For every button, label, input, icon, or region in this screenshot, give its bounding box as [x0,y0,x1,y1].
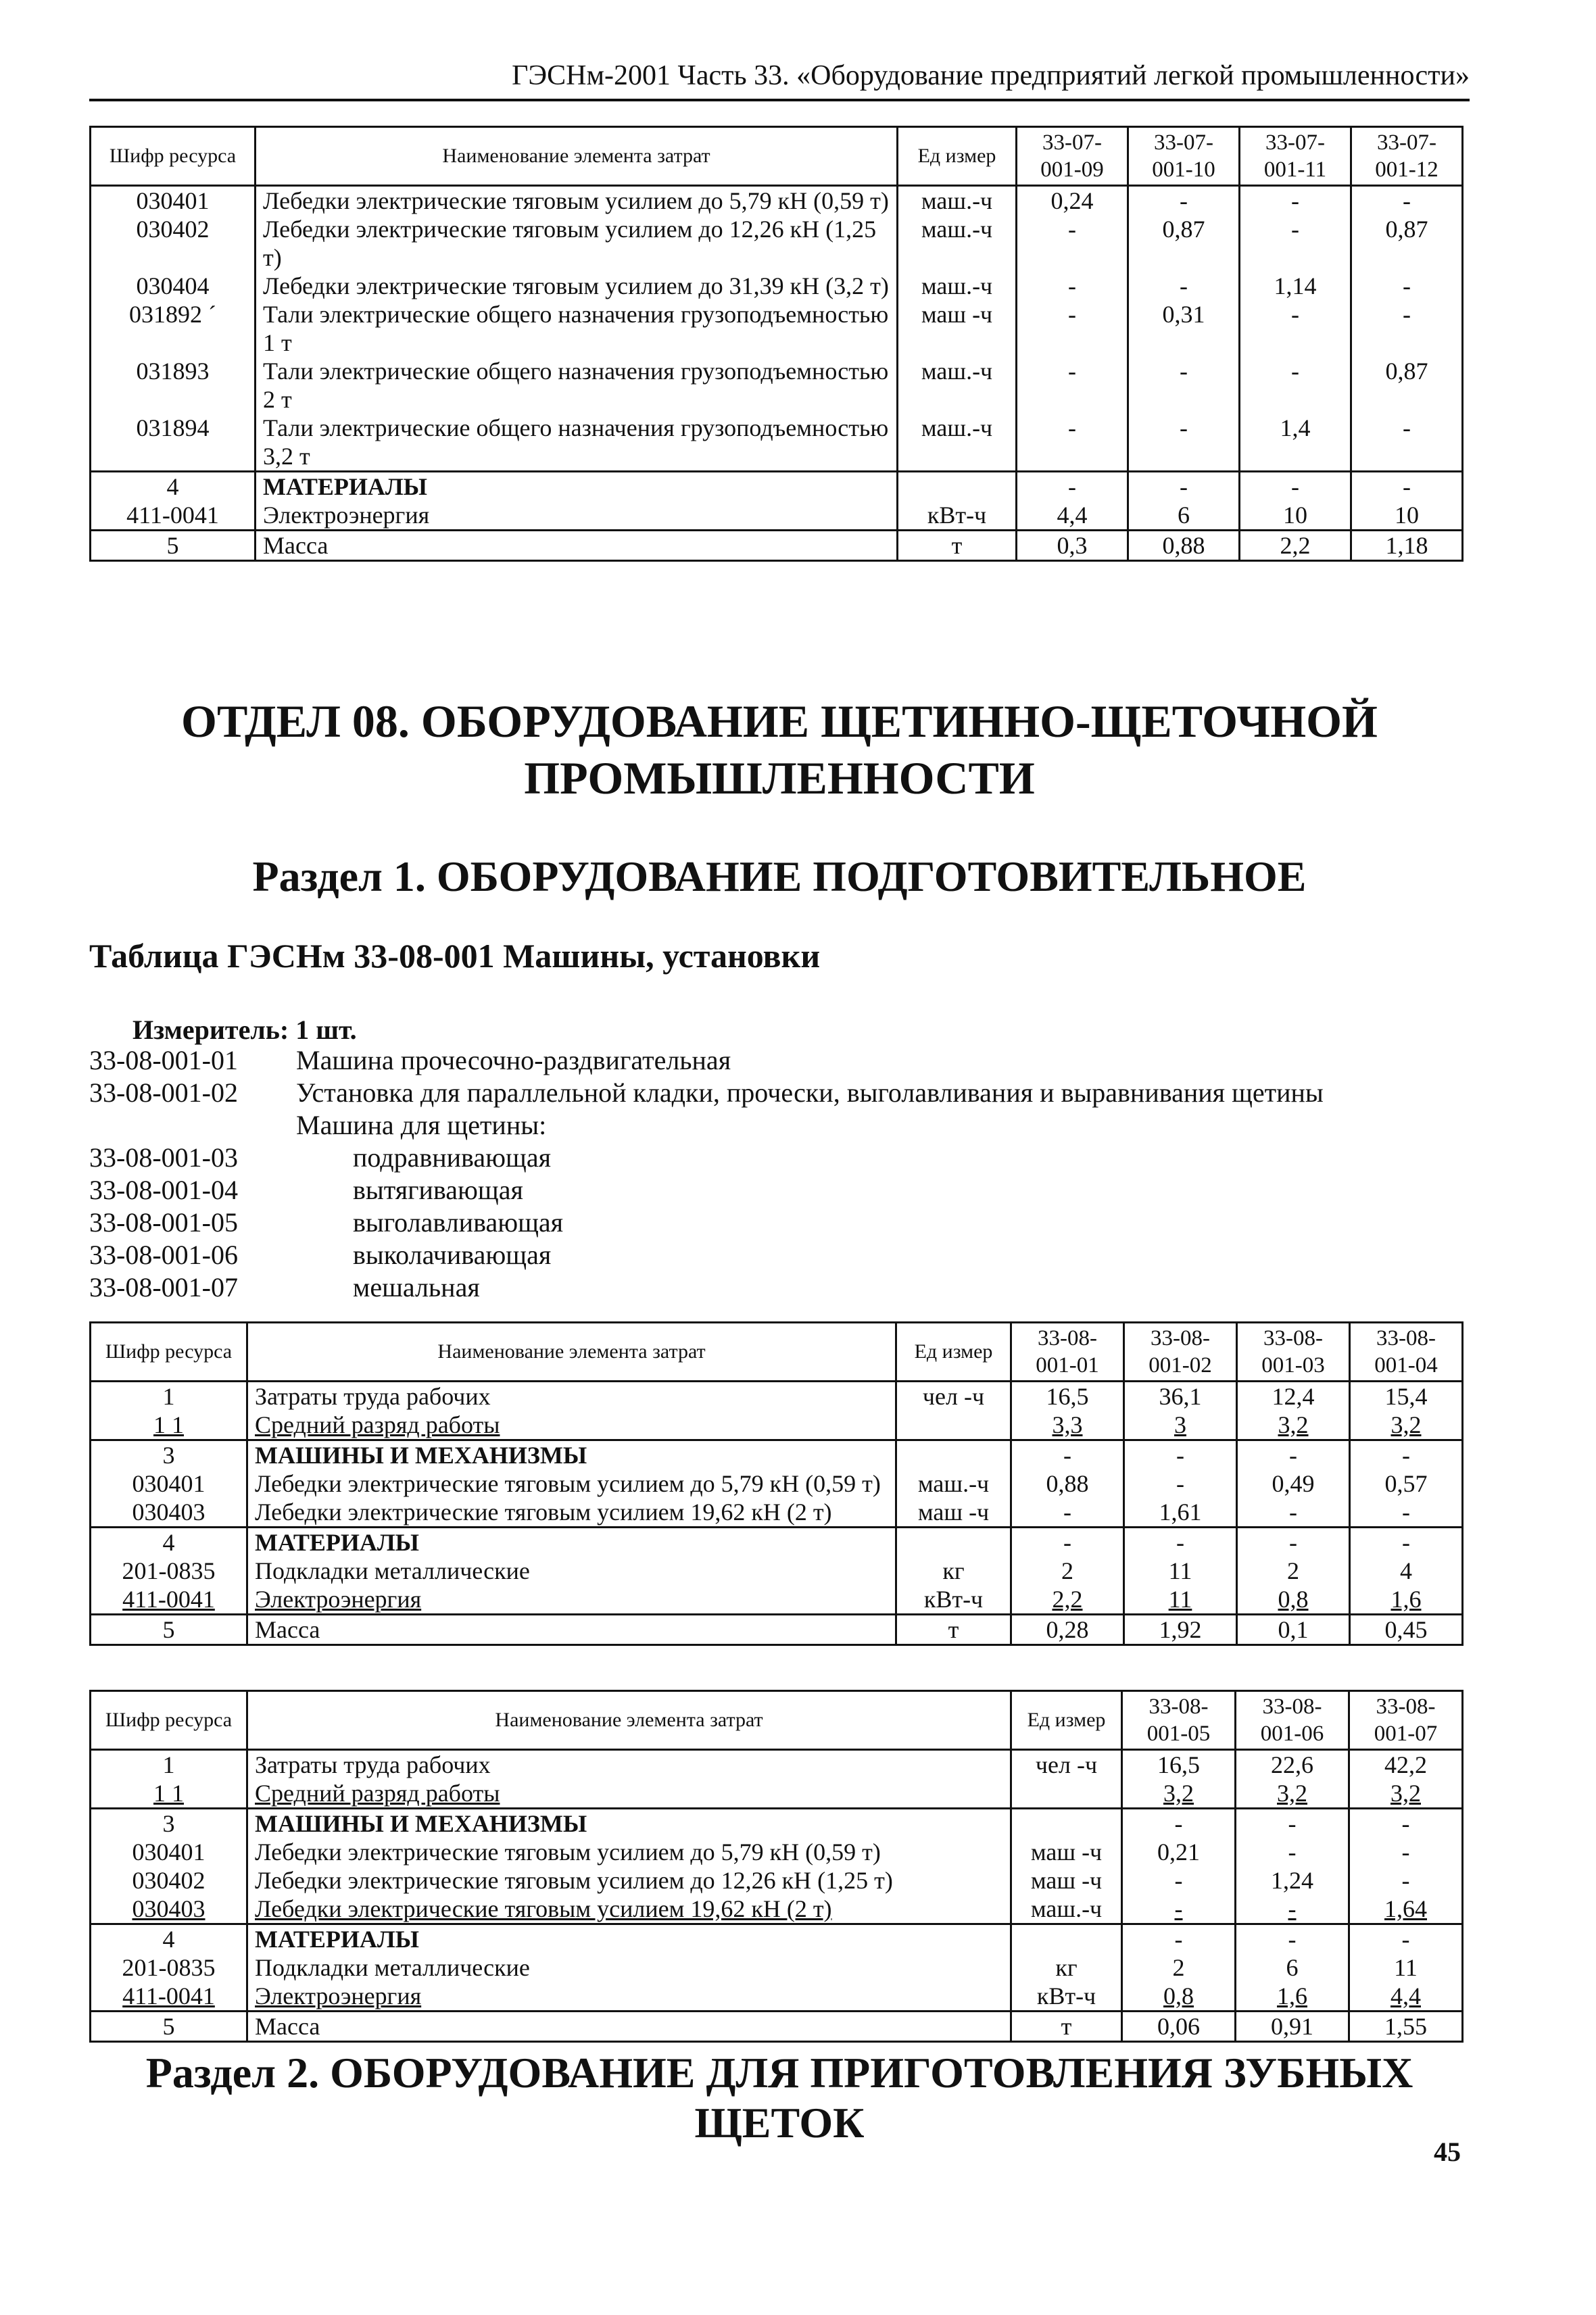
norm-value-cell: 15,4 [1350,1382,1463,1411]
col-header-name: Наименование элемента затрат [247,1323,896,1382]
cost-element-name-cell: Лебедки электрические тяговым усилием до 5,79 кН (0,59 т) [247,1838,1011,1866]
section-heading-otdel: ОТДЕЛ 08. ОБОРУДОВАНИЕ ЩЕТИННО-ЩЕТОЧНОЙ ПРОМЫШЛЕННОСТИ [181,696,1378,804]
norm-value-cell: - [1128,414,1240,472]
norm-value-cell: - [1240,215,1351,272]
norm-value-cell: 3,3 [1011,1411,1124,1440]
table-row [91,1469,1463,1498]
cost-element-name-cell: Масса [256,531,898,561]
table-row [91,1411,1463,1440]
norm-value-cell: - [1236,1838,1349,1866]
norm-value-cell: 42,2 [1349,1750,1463,1780]
norm-value-cell: 3 [1124,1411,1237,1440]
resource-code-cell: 3 [91,1809,247,1838]
cost-element-name-cell: Электроэнергия [247,1585,896,1615]
measure-item-text: Машина для щетины: [296,1110,547,1140]
resource-code-cell: 030402 [91,215,256,272]
resource-code-cell: 030401 [91,186,256,216]
measure-item [89,1044,1324,1077]
norm-value-cell: - [1237,1440,1350,1470]
norm-value-cell: - [1349,1924,1463,1954]
norm-value-cell: 0,24 [1017,186,1128,216]
norm-value-cell: 0,87 [1128,215,1240,272]
norm-value-cell: - [1017,472,1128,502]
col-header-code: Шифр ресурса [91,1691,247,1750]
norm-value-cell: 0,3 [1017,531,1128,561]
unit-cell: т [1011,2012,1122,2042]
unit-cell [896,1528,1011,1557]
norm-value-cell: 0,8 [1237,1585,1350,1615]
unit-cell: т [896,1615,1011,1645]
norm-value-cell: - [1122,1924,1236,1954]
norm-value-cell: - [1011,1440,1124,1470]
resource-code-cell: 201-0835 [91,1557,247,1585]
norm-value-cell: 0,28 [1011,1615,1124,1645]
col-header-value: 33-07-001-11 [1240,127,1351,186]
resource-code-cell: 411-0041 [91,501,256,531]
measure-item-text: мешальная [353,1272,480,1302]
cost-element-name-cell: Затраты труда рабочих [247,1750,1011,1780]
resource-code-cell: 3 [91,1440,247,1470]
norm-value-cell: 0,06 [1122,2012,1236,2042]
norm-value-cell: 0,87 [1351,215,1463,272]
unit-cell: чел -ч [896,1382,1011,1411]
unit-cell: маш.-ч [898,186,1017,216]
norm-value-cell: - [1128,357,1240,414]
resource-code-cell: 4 [91,1528,247,1557]
resource-code-cell: 1 [91,1382,247,1411]
norm-value-cell: 1,4 [1240,414,1351,472]
measure-item [89,1077,1324,1109]
norm-value-cell: 4,4 [1017,501,1128,531]
cost-element-name-cell: Тали электрические общего назначения грузоподъемностью 3,2 т [256,414,898,472]
resource-code-cell: 411-0041 [91,1982,247,2012]
measure-item-code: 33-08-001-01 [89,1045,238,1075]
resource-code-cell: 5 [91,531,256,561]
cost-element-name-cell: Средний разряд работы [247,1779,1011,1809]
norm-value-cell: 1,18 [1351,531,1463,561]
col-header-value: 33-08-001-04 [1350,1323,1463,1382]
col-header-code: Шифр ресурса [91,1323,247,1382]
resource-code-cell: 4 [91,472,256,502]
norm-value-cell: - [1017,300,1128,357]
col-header-value: 33-07-001-10 [1128,127,1240,186]
norm-value-cell: 16,5 [1011,1382,1124,1411]
norm-value-cell: 11 [1349,1953,1463,1982]
table-heading: Таблица ГЭСНм 33-08-001 Машины, установки [89,937,821,975]
unit-cell [896,1411,1011,1440]
norm-value-cell: 1,6 [1236,1982,1349,2012]
norm-value-cell: 2 [1011,1557,1124,1585]
resource-code-cell: 030402 [91,1866,247,1895]
cost-element-name-cell: МАШИНЫ И МЕХАНИЗМЫ [247,1440,896,1470]
norm-value-cell: - [1351,414,1463,472]
col-header-value: 33-08-001-03 [1237,1323,1350,1382]
resource-code-cell: 1 1 [91,1411,247,1440]
norm-value-cell: - [1124,1469,1237,1498]
unit-cell: кВт-ч [898,501,1017,531]
norm-value-cell: 0,8 [1122,1982,1236,2012]
measure-item [89,1239,1324,1271]
resource-code-cell: 1 1 [91,1779,247,1809]
norm-value-cell: - [1236,1895,1349,1924]
norm-value-cell: - [1011,1498,1124,1528]
table-row [91,472,1463,502]
norm-value-cell: 0,1 [1237,1615,1350,1645]
norm-value-cell: - [1124,1440,1237,1470]
norm-value-cell: 3,2 [1350,1411,1463,1440]
table-row [91,1750,1463,1780]
page-number: 45 [1434,2137,1461,2167]
cost-element-name-cell: Тали электрические общего назначения грузоподъемностью 2 т [256,357,898,414]
norm-value-cell: - [1017,357,1128,414]
cost-element-name-cell: МАТЕРИАЛЫ [256,472,898,502]
cost-element-name-cell: МАТЕРИАЛЫ [247,1528,896,1557]
measure-item-code: 33-08-001-04 [89,1175,238,1205]
table-row [91,357,1463,414]
norm-value-cell: - [1017,414,1128,472]
table-row [91,1557,1463,1585]
norm-value-cell: 12,4 [1237,1382,1350,1411]
unit-cell: кг [896,1557,1011,1585]
norm-value-cell: - [1017,215,1128,272]
norm-value-cell: 22,6 [1236,1750,1349,1780]
table-row [91,186,1463,216]
cost-element-name-cell: Лебедки электрические тяговым усилием до 12,26 кН (1,25 т) [256,215,898,272]
unit-cell: маш.-ч [1011,1895,1122,1924]
table-row [91,414,1463,472]
section-heading-razdel-2: Раздел 2. ОБОРУДОВАНИЕ ДЛЯ ПРИГОТОВЛЕНИЯ ЗУБНЫХ ЩЕТОК [145,2049,1413,2147]
measure-item [89,1142,1324,1174]
cost-element-name-cell: Лебедки электрические тяговым усилием до 5,79 кН (0,59 т) [247,1469,896,1498]
resource-code-cell: 030401 [91,1838,247,1866]
norm-value-cell: 36,1 [1124,1382,1237,1411]
measure-item-text: подравнивающая [353,1142,552,1173]
norm-value-cell: - [1236,1809,1349,1838]
norm-value-cell: 2,2 [1011,1585,1124,1615]
table-row [91,1982,1463,2012]
norm-value-cell: 1,24 [1236,1866,1349,1895]
col-header-value: 33-07-001-09 [1017,127,1128,186]
cost-element-name-cell: Лебедки электрические тяговым усилием до 31,39 кН (3,2 т) [256,272,898,300]
norm-value-cell: - [1236,1924,1349,1954]
table-row [91,1585,1463,1615]
norm-value-cell: - [1011,1528,1124,1557]
unit-cell: маш.-ч [898,414,1017,472]
col-header-unit: Ед измер [898,127,1017,186]
norm-value-cell: 3,2 [1122,1779,1236,1809]
measure-item [89,1207,1324,1239]
norm-value-cell: 4,4 [1349,1982,1463,2012]
resource-code-cell: 031893 [91,357,256,414]
measure-item-text: выголавливающая [353,1207,564,1238]
unit-cell: кг [1011,1953,1122,1982]
measure-item-code: 33-08-001-06 [89,1240,238,1270]
cost-element-name-cell: Лебедки электрические тяговым усилием до 12,26 кН (1,25 т) [247,1866,1011,1895]
norm-value-cell: - [1351,472,1463,502]
measure-item [89,1271,1324,1304]
col-header-value: 33-08-001-07 [1349,1691,1463,1750]
norm-value-cell: 3,2 [1236,1779,1349,1809]
col-header-value: 33-08-001-05 [1122,1691,1236,1750]
norm-value-cell: 0,91 [1236,2012,1349,2042]
norm-value-cell: - [1349,1838,1463,1866]
norm-value-cell: - [1122,1895,1236,1924]
cost-element-name-cell: Масса [247,1615,896,1645]
table-row [91,1953,1463,1982]
norm-value-cell: 0,31 [1128,300,1240,357]
norm-value-cell: 4 [1350,1557,1463,1585]
resource-code-cell: 030403 [91,1498,247,1528]
measure-item-code [89,1109,296,1142]
norm-value-cell: - [1240,300,1351,357]
resource-code-cell: 031892 ´ [91,300,256,357]
cost-element-name-cell: Электроэнергия [247,1982,1011,2012]
table-row [91,272,1463,300]
norm-value-cell: 1,55 [1349,2012,1463,2042]
norm-value-cell: - [1240,357,1351,414]
norm-value-cell: 1,61 [1124,1498,1237,1528]
col-header-value: 33-07-001-12 [1351,127,1463,186]
col-header-value: 33-08-001-01 [1011,1323,1124,1382]
table-row [91,531,1463,561]
resource-table-33-08-001-b [89,1690,1464,2043]
norm-value-cell: 11 [1124,1585,1237,1615]
measure-item-code: 33-08-001-07 [89,1272,238,1302]
table-row [91,1615,1463,1645]
norm-value-cell: - [1128,186,1240,216]
unit-cell [1011,1809,1122,1838]
norm-value-cell: 10 [1240,501,1351,531]
running-header: ГЭСНм-2001 Часть 33. «Оборудование предприятий легкой промышленности» [512,60,1470,91]
norm-value-cell: 6 [1128,501,1240,531]
norm-value-cell: - [1128,472,1240,502]
measure-unit-label: Измеритель: 1 шт. [132,1015,357,1045]
measure-item [89,1174,1324,1207]
norm-value-cell: - [1350,1528,1463,1557]
norm-value-cell: 0,45 [1350,1615,1463,1645]
norm-value-cell: 6 [1236,1953,1349,1982]
unit-cell: маш.-ч [898,215,1017,272]
cost-element-name-cell: Подкладки металлические [247,1557,896,1585]
unit-cell: кВт-ч [896,1585,1011,1615]
unit-cell [898,472,1017,502]
table-row [91,501,1463,531]
norm-value-cell: - [1237,1498,1350,1528]
unit-cell [896,1440,1011,1470]
table-row [91,1382,1463,1411]
norm-value-cell: 3,2 [1349,1779,1463,1809]
cost-element-name-cell: Масса [247,2012,1011,2042]
resource-code-cell: 411-0041 [91,1585,247,1615]
norm-value-cell: - [1122,1809,1236,1838]
table-row [91,300,1463,357]
norm-value-cell: - [1237,1528,1350,1557]
table-row [91,1866,1463,1895]
col-header-name: Наименование элемента затрат [256,127,898,186]
unit-cell: маш -ч [1011,1838,1122,1866]
cost-element-name-cell: Лебедки электрические тяговым усилием 19,62 кН (2 т) [247,1895,1011,1924]
resource-code-cell: 030404 [91,272,256,300]
measure-item-text: Машина прочесочно-раздвигательная [296,1045,731,1075]
norm-value-cell: 0,87 [1351,357,1463,414]
cost-element-name-cell: МАТЕРИАЛЫ [247,1924,1011,1954]
norm-value-cell: 2,2 [1240,531,1351,561]
norm-value-cell: - [1350,1498,1463,1528]
resource-table-33-07-001 [89,126,1464,562]
resource-code-cell: 031894 [91,414,256,472]
unit-cell: маш.-ч [898,272,1017,300]
cost-element-name-cell: Тали электрические общего назначения грузоподъемностью 1 т [256,300,898,357]
unit-cell [1011,1924,1122,1954]
norm-value-cell: 0,49 [1237,1469,1350,1498]
resource-code-cell: 1 [91,1750,247,1780]
table-row [91,2012,1463,2042]
table-row [91,1895,1463,1924]
table-row [91,1838,1463,1866]
norm-value-cell: 1,64 [1349,1895,1463,1924]
unit-cell [1011,1779,1122,1809]
section-heading-razdel-1: Раздел 1. ОБОРУДОВАНИЕ ПОДГОТОВИТЕЛЬНОЕ [252,852,1307,900]
cost-element-name-cell: Электроэнергия [256,501,898,531]
norm-value-cell: 1,6 [1350,1585,1463,1615]
measure-item-code: 33-08-001-05 [89,1207,238,1238]
measure-item-code: 33-08-001-02 [89,1077,238,1108]
norm-value-cell: - [1124,1528,1237,1557]
norm-value-cell: 1,92 [1124,1615,1237,1645]
norm-value-cell: - [1128,272,1240,300]
norm-value-cell: 3,2 [1237,1411,1350,1440]
norm-value-cell: - [1017,272,1128,300]
resource-code-cell: 5 [91,2012,247,2042]
norm-value-cell: - [1351,186,1463,216]
table-row [91,215,1463,272]
norm-value-cell: - [1122,1866,1236,1895]
norm-value-cell: 0,88 [1128,531,1240,561]
table-row [91,1498,1463,1528]
header-rule [89,99,1470,101]
resource-code-cell: 201-0835 [91,1953,247,1982]
unit-cell: маш.-ч [896,1469,1011,1498]
norm-value-cell: 0,21 [1122,1838,1236,1866]
norm-value-cell: - [1240,186,1351,216]
cost-element-name-cell: МАШИНЫ И МЕХАНИЗМЫ [247,1809,1011,1838]
col-header-value: 33-08-001-06 [1236,1691,1349,1750]
resource-code-cell: 030403 [91,1895,247,1924]
norm-value-cell: - [1349,1866,1463,1895]
cost-element-name-cell: Средний разряд работы [247,1411,896,1440]
unit-cell: маш -ч [896,1498,1011,1528]
measure-item [89,1109,1324,1142]
unit-cell: маш -ч [898,300,1017,357]
norm-value-cell: - [1351,300,1463,357]
norm-value-cell: - [1349,1809,1463,1838]
measure-item-text: выколачивающая [353,1240,552,1270]
table-row [91,1809,1463,1838]
col-header-name: Наименование элемента затрат [247,1691,1011,1750]
norm-value-cell: - [1350,1440,1463,1470]
cost-element-name-cell: Затраты труда рабочих [247,1382,896,1411]
table-row [91,1440,1463,1470]
norm-value-cell: - [1240,472,1351,502]
norm-value-cell: - [1351,272,1463,300]
resource-code-cell: 5 [91,1615,247,1645]
norm-value-cell: 16,5 [1122,1750,1236,1780]
resource-code-cell: 030401 [91,1469,247,1498]
norm-value-cell: 0,88 [1011,1469,1124,1498]
norm-value-cell: 10 [1351,501,1463,531]
unit-cell: маш -ч [1011,1866,1122,1895]
unit-cell: т [898,531,1017,561]
table-row [91,1924,1463,1954]
cost-element-name-cell: Подкладки металлические [247,1953,1011,1982]
norm-value-cell: 1,14 [1240,272,1351,300]
unit-cell: чел -ч [1011,1750,1122,1780]
resource-table-33-08-001-a [89,1321,1464,1646]
table-row [91,1779,1463,1809]
unit-cell: кВт-ч [1011,1982,1122,2012]
col-header-unit: Ед измер [896,1323,1011,1382]
measure-item-text: Установка для параллельной кладки, прочески, выголавливания и выравнивания щетины [296,1077,1324,1108]
col-header-code: Шифр ресурса [91,127,256,186]
col-header-value: 33-08-001-02 [1124,1323,1237,1382]
col-header-unit: Ед измер [1011,1691,1122,1750]
cost-element-name-cell: Лебедки электрические тяговым усилием 19,62 кН (2 т) [247,1498,896,1528]
norm-value-cell: 0,57 [1350,1469,1463,1498]
norm-value-cell: 2 [1237,1557,1350,1585]
table-row [91,1528,1463,1557]
resource-code-cell: 4 [91,1924,247,1954]
measure-item-list [89,1044,1324,1304]
unit-cell: маш.-ч [898,357,1017,414]
cost-element-name-cell: Лебедки электрические тяговым усилием до 5,79 кН (0,59 т) [256,186,898,216]
norm-value-cell: 2 [1122,1953,1236,1982]
norm-value-cell: 11 [1124,1557,1237,1585]
measure-item-code: 33-08-001-03 [89,1142,238,1173]
measure-item-text: вытягивающая [353,1175,523,1205]
